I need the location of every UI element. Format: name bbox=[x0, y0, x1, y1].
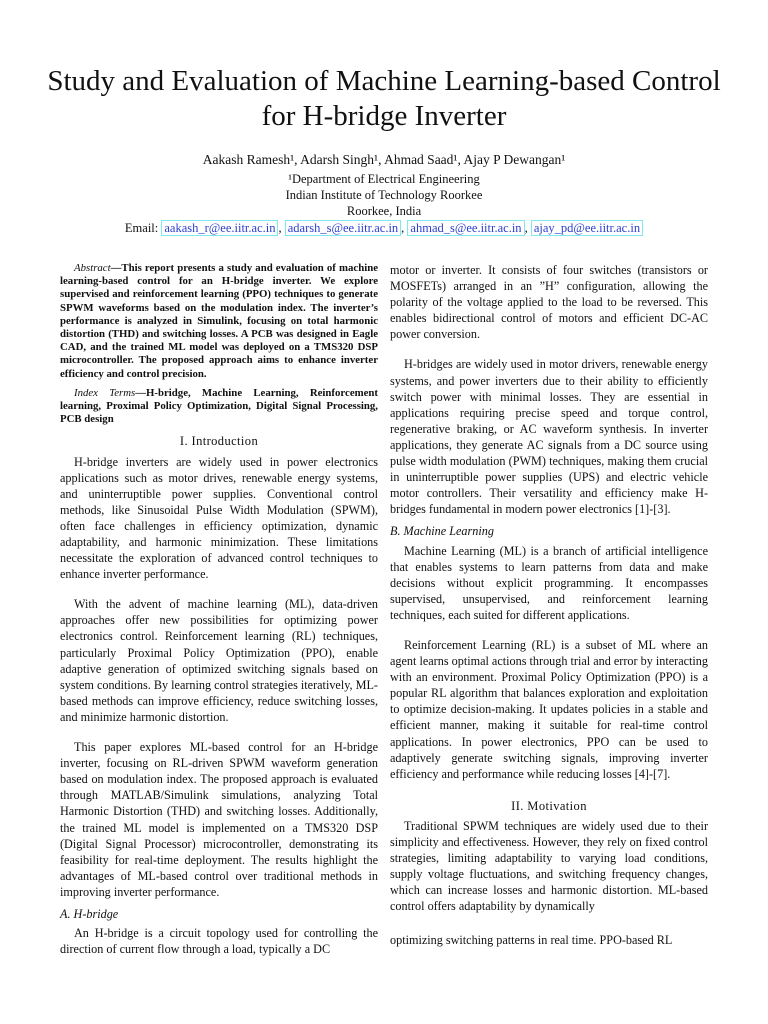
index-terms bbox=[60, 387, 378, 427]
affiliation-department: ¹Department of Electrical Engineering bbox=[288, 172, 480, 186]
email-link-ahmad[interactable]: ahmad_s@ee.iitr.ac.in bbox=[407, 220, 524, 236]
hbridge-paragraph-1-end: motor or inverter. It consists of four switches (transistors or MOSFETs) arranged in an ”H” configuration, allowing the polarity of the voltage applied to the load to be reversed. This enables bidirectional control of motors and efficient DC-AC power conversion. bbox=[390, 263, 708, 342]
right-column bbox=[390, 262, 708, 949]
abstract-lead: Abstract bbox=[74, 262, 111, 274]
email-link-ajay[interactable]: ajay_pd@ee.iitr.ac.in bbox=[531, 220, 643, 236]
paper-title: Study and Evaluation of Machine Learning-based Control for H-bridge Inverter bbox=[47, 65, 721, 132]
motivation-paragraph-1: Traditional SPWM techniques are widely used due to their simplicity and effectiveness. However, they rely on fixed control strategies, limiting adaptability to varying load conditions, supply voltage fluctuations, and switching frequency changes, which can increase losses and harmonic distortion. ML-based control offers adaptability by dynamically bbox=[390, 818, 708, 914]
email-link-adarsh[interactable]: adarsh_s@ee.iitr.ac.in bbox=[285, 220, 401, 236]
index-terms-lead: Index Terms bbox=[74, 386, 136, 399]
ml-paragraph-2: Reinforcement Learning (RL) is a subset of ML where an agent learns optimal actions through trial and error by interacting with an environment. Proximal Policy Optimization (PPO) is a popular RL algorithm that balances exploration and exploitation to optimize decision-making. It updates policies in a stable and efficient manner, making it suitable for real-time control applications. In power electronics, PPO can be used to adaptively generate switching signals, improving inverter efficiency and performance while reducing losses [4]-[7]. bbox=[390, 637, 708, 781]
affiliation-institute: Indian Institute of Technology Roorkee bbox=[285, 188, 483, 202]
email-line: Email: aakash_r@ee.iitr.ac.in , adarsh_s@ee.iitr.ac.in , ahmad_s@ee.iitr.ac.in , ajay_pd@ee.iitr.ac.in bbox=[0, 219, 768, 237]
email-link-aakash[interactable]: aakash_r@ee.iitr.ac.in bbox=[161, 220, 278, 236]
intro-paragraph-1: H-bridge inverters are widely used in power electronics applications such as motor drives, renewable energy systems, and uninterruptible power supplies. Conventional control methods, like Sinusoidal Pulse Width Modulation (SPWM), often face challenges in efficiency optimization, dynamic adaptability, and harmonic minimization. These limitations necessitate the exploration of advanced control techniques to enhance inverter performance. bbox=[60, 454, 378, 582]
hbridge-paragraph-1-start: An H-bridge is a circuit topology used for controlling the direction of current flow through a load, typically a DC bbox=[60, 926, 378, 957]
hbridge-paragraph-2: H-bridges are widely used in motor drivers, renewable energy systems, and power inverters due to their ability to efficiently switch power with minimal losses. They are essential in applications requiring precise speed and torque control, regenerative braking, or AC waveform synthesis. In inverter applications, they generate AC signals from a DC source using pulse width modulation (PWM) techniques, making them crucial in uninterruptible power supplies (UPS) and electric vehicle motor controllers. Their versatility and efficiency make H-bridges fundamental in modern power electronics [1]-[3]. bbox=[390, 357, 708, 517]
abstract bbox=[60, 262, 378, 381]
abstract-text: —This report presents a study and evaluation of machine learning-based control for an H-bridge inverter. We explore supervised and reinforcement learning (PPO) techniques to generate SPWM waveforms based on the modulation index. The inverter’s performance is analyzed in Simulink, focusing on total harmonic distortion (THD) and switching losses. A PCB was designed in Eagle CAD, and the trained ML model was deployed on a TMS320 DSP microcontroller. The proposed approach aims to enhance inverter efficiency and control precision. bbox=[60, 262, 378, 380]
intro-paragraph-2: With the advent of machine learning (ML), data-driven approaches offer new possibilities for optimizing power electronics control. Reinforcement learning (RL) techniques, particularly Proximal Policy Optimization (PPO), enable adaptive generation of optimized switching signals based on system conditions. By learning control strategies iteratively, ML-based methods can improve efficiency, reduce switching losses, and minimize harmonic distortion. bbox=[60, 597, 378, 724]
ml-paragraph-1: Machine Learning (ML) is a branch of artificial intelligence that enables systems to learn patterns from data and make decisions without explicit programming. It encompasses supervised, unsupervised, and reinforcement learning techniques, each suited for different applications. bbox=[390, 543, 708, 622]
left-column bbox=[60, 262, 378, 957]
motivation-paragraph-1-continued: optimizing switching patterns in real time. PPO-based RL bbox=[390, 933, 673, 948]
affiliation-location: Roorkee, India bbox=[346, 204, 422, 218]
section-heading-motivation: II. Motivation bbox=[511, 798, 587, 813]
subsection-heading-hbridge: A. H-bridge bbox=[60, 906, 119, 921]
intro-paragraph-3: This paper explores ML-based control for an H-bridge inverter, focusing on RL-driven SPWM waveform generation based on modulation index. The proposed approach is evaluated through MATLAB/Simulink simulations, analyzing Total Harmonic Distortion (THD) and switching losses. Additionally, the trained ML model is implemented on a TMS320 DSP (Digital Signal Processor) microcontroller, demonstrating its feasibility for real-time deployment. The results highlight the advantages of ML-based control over traditional methods in improving inverter performance. bbox=[60, 740, 378, 899]
subsection-heading-machine-learning: B. Machine Learning bbox=[390, 524, 494, 539]
author-list: Aakash Ramesh¹, Adarsh Singh¹, Ahmad Saad¹, Ajay P Dewangan¹ bbox=[202, 152, 566, 167]
section-heading-introduction: I. Introduction bbox=[179, 434, 259, 449]
index-terms-text: —H-bridge, Machine Learning, Reinforcement learning, Proximal Policy Optimization, Digital Signal Processing, PCB design bbox=[60, 386, 378, 426]
email-label: Email: bbox=[124, 221, 159, 235]
